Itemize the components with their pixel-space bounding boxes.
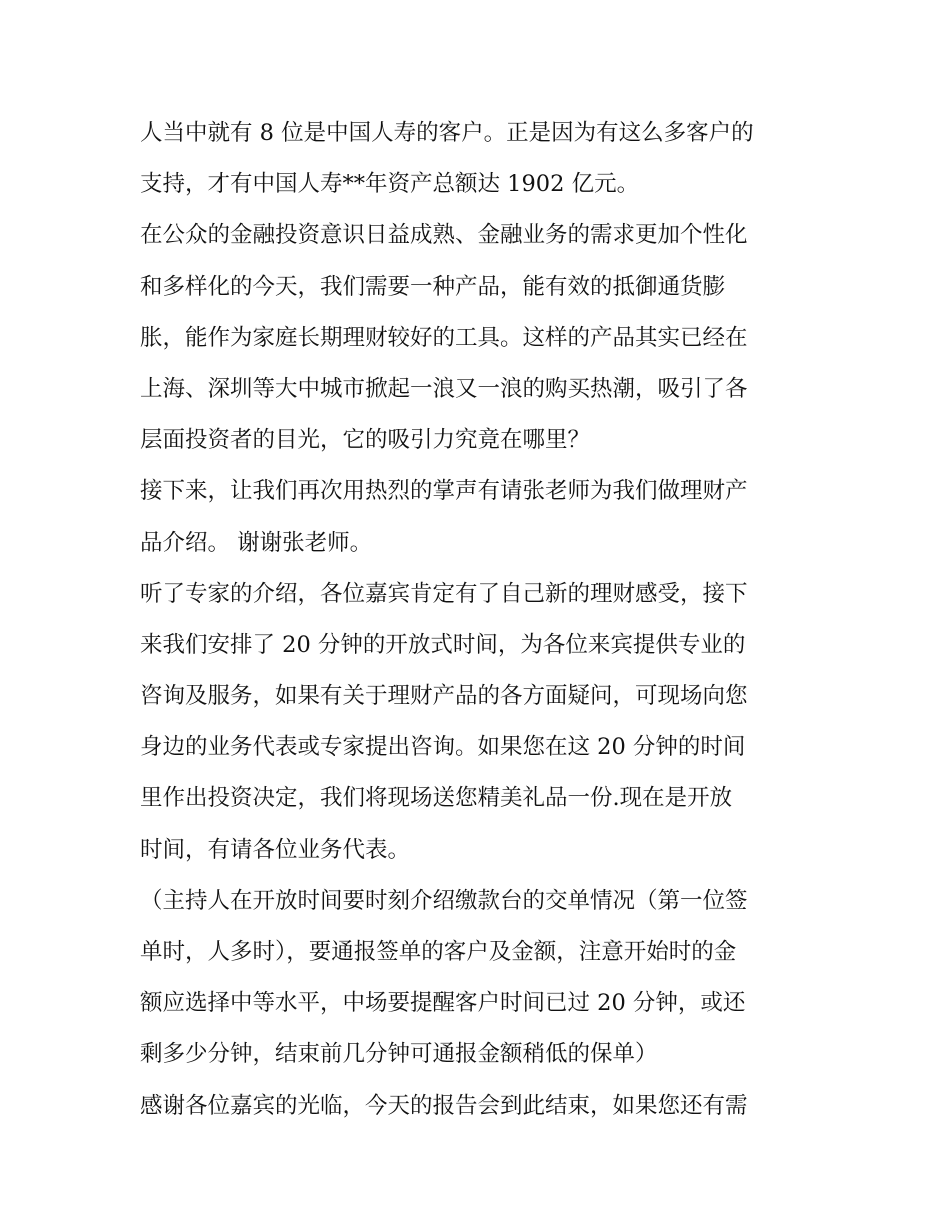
document-body <box>140 108 820 1132</box>
text-line: 身边的业务代表或专家提出咨询。如果您在这 20 分钟的时间 <box>140 734 746 761</box>
text-line: 里作出投资决定，我们将现场送您精美礼品一份.现在是开放 <box>140 785 733 812</box>
text-line: 接下来，让我们再次用热烈的掌声有请张老师为我们做理财产 <box>140 478 748 505</box>
text-line: 单时，人多时），要通报签单的客户及金额，注意开始时的金 <box>140 939 737 965</box>
text-line: 和多样化的今天，我们需要一种产品，能有效的抵御通货膨 <box>140 273 726 300</box>
text-line: 上海、深圳等大中城市掀起一浪又一浪的购买热潮，吸引了各 <box>140 375 748 402</box>
text-line: 剩多少分钟，结束前几分钟可通报金额稍低的保单） <box>140 1041 658 1068</box>
text-line: 人当中就有 8 位是中国人寿的客户。正是因为有这么多客户的 <box>140 120 754 146</box>
text-line: 感谢各位嘉宾的光临，今天的报告会到此结束，如果您还有需 <box>140 1092 748 1119</box>
text-line: 咨询及服务，如果有关于理财产品的各方面疑问，可现场向您 <box>140 683 748 710</box>
text-line: （主持人在开放时间要时刻介绍缴款台的交单情况（第一位签 <box>140 887 748 914</box>
text-line: 在公众的金融投资意识日益成熟、金融业务的需求更加个性化 <box>140 222 748 249</box>
text-line: 层面投资者的目光，它的吸引力究竟在哪里？ <box>140 427 591 454</box>
text-line: 时间，有请各位业务代表。 <box>140 836 411 863</box>
text-line: 听了专家的介绍，各位嘉宾肯定有了自己新的理财感受，接下 <box>140 580 748 607</box>
text-line: 来我们安排了 20 分钟的开放式时间，为各位来宾提供专业的 <box>140 631 746 658</box>
text-line: 额应选择中等水平，中场要提醒客户时间已过 20 分钟，或还 <box>140 990 746 1017</box>
text-line: 胀，能作为家庭长期理财较好的工具。这样的产品其实已经在 <box>140 324 748 351</box>
text-line: 品介绍。 谢谢张老师。 <box>140 529 373 556</box>
text-line: 支持，才有中国人寿**年资产总额达 1902 亿元。 <box>140 171 640 198</box>
